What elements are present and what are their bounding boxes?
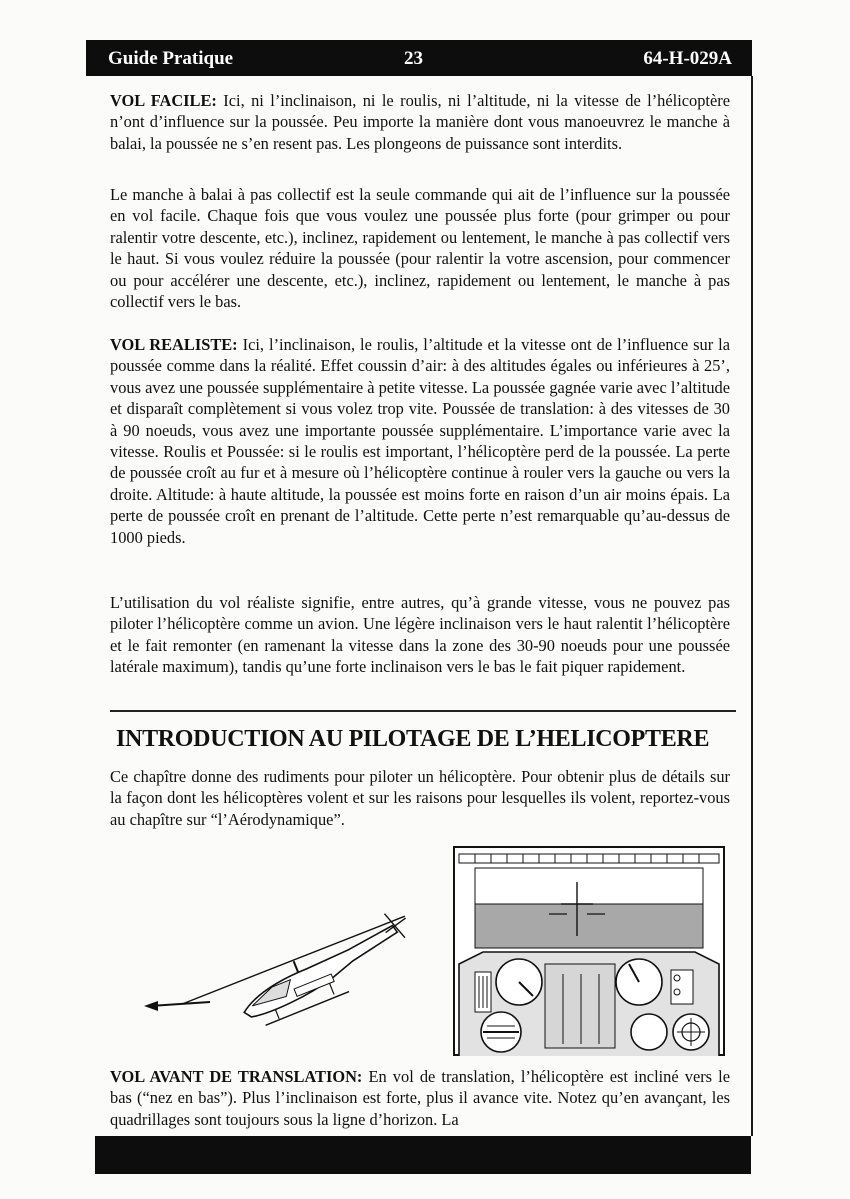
paragraph-body: Ici, ni l’inclinaison, ni le roulis, ni l’altitude, ni la vitesse de l’hélicoptère n’ont d’influence sur la poussée. Peu importe la manière dont vous manoeuvrez le manche à balai, la poussée ne s’en resent pas. Les plongeons de puissance sont interdits. <box>110 91 730 153</box>
paragraph-body: Ce chapître donne des rudiments pour piloter un hélicoptère. Pour obtenir plus de détails sur la façon dont les hélicoptères volent et sur les raisons pour lesquelles ils volent, reportez-vous au chapître sur “l’Aérodynamique”. <box>110 767 730 829</box>
section-intro <box>110 766 730 830</box>
paragraph-realistic-flight <box>110 592 730 678</box>
paragraph-body: Le manche à balai à pas collectif est la seule commande qui ait de l’influence sur la poussée en vol facile. Chaque fois que vous voulez une poussée plus forte (pour grimper ou pour ralentir votre descente, etc.), inclinez, rapidement ou lentement, le manche à pas collectif vers le haut. Si vous voulez réduire la poussée (pour ralentir la votre ascension, pour commencer ou pour accélérer une descente, etc.), inclinez, rapidement ou lentement, le manche à pas collectif vers le bas. <box>110 185 730 312</box>
paragraph-vol-facile <box>110 90 730 154</box>
figures <box>140 840 750 1060</box>
paragraph-label: VOL FACILE: <box>110 91 217 110</box>
paragraph-label: VOL REALISTE: <box>110 335 238 354</box>
section-divider <box>110 710 736 712</box>
helicopter-nose-down-icon <box>140 890 440 1030</box>
paragraph-body: Ici, l’inclinaison, le roulis, l’altitude et la vitesse ont de l’influence sur la poussée comme dans la réalité. Effet coussin d’air: à des altitudes égales ou inférieures à 25’, vous avez une poussée supplémentaire à petite vitesse. La poussée gagnée varie avec l’altitude et disparaît complètement si vous volez trop vite. Poussée de translation: à des vitesses de 30 à 90 noeuds, vous avez une importante poussée supplémentaire. L’importance varie avec la vitesse. Roulis et Poussée: si le roulis est important, l’hélicoptère perd de la poussée. La perte de poussée croît au fur et à mesure où l’hélicoptère continue à rouler vers la gauche ou vers la droite. Altitude: à haute altitude, la poussée est moins forte en raison d’un air moins épais. La perte de poussée croît en prenant de l’altitude. Cette perte n’est remarquable qu’au-dessus de 1000 pieds. <box>110 335 730 547</box>
paragraph-vol-realiste <box>110 334 730 548</box>
cockpit-panel-icon <box>453 846 725 1056</box>
page-footer <box>95 1136 751 1174</box>
document-code: 64-H-029A <box>643 48 732 69</box>
page-header <box>86 40 752 76</box>
paragraph-body: En vol de translation, l’hélicoptère est incliné vers le bas (“nez en bas”). Plus l’inclinaison est forte, plus il avance vite. Notez qu’en avançant, les quadrillages sont toujours sous la ligne d’horizon. La <box>110 1067 730 1129</box>
section-title: INTRODUCTION AU PILOTAGE DE L’HELICOPTERE <box>116 726 710 752</box>
paragraph-collective <box>110 184 730 312</box>
right-margin-rule <box>751 76 753 1136</box>
paragraph-translation-flight <box>110 1066 730 1130</box>
paragraph-label: VOL AVANT DE TRANSLATION: <box>110 1067 363 1086</box>
paragraph-body: L’utilisation du vol réaliste signifie, entre autres, qu’à grande vitesse, vous ne pouvez pas piloter l’hélicoptère comme un avion. Une légère inclinaison vers le haut ralentit l’hélicoptère et le fait remonter (en ramenant la vitesse dans la zone des 30-90 noeuds pour une poussée latérale maximum), tandis qu’une forte inclinaison vers le bas le fait piquer rapidement. <box>110 593 730 677</box>
header-title: Guide Pratique <box>108 48 234 69</box>
page-number: 23 <box>404 48 423 69</box>
